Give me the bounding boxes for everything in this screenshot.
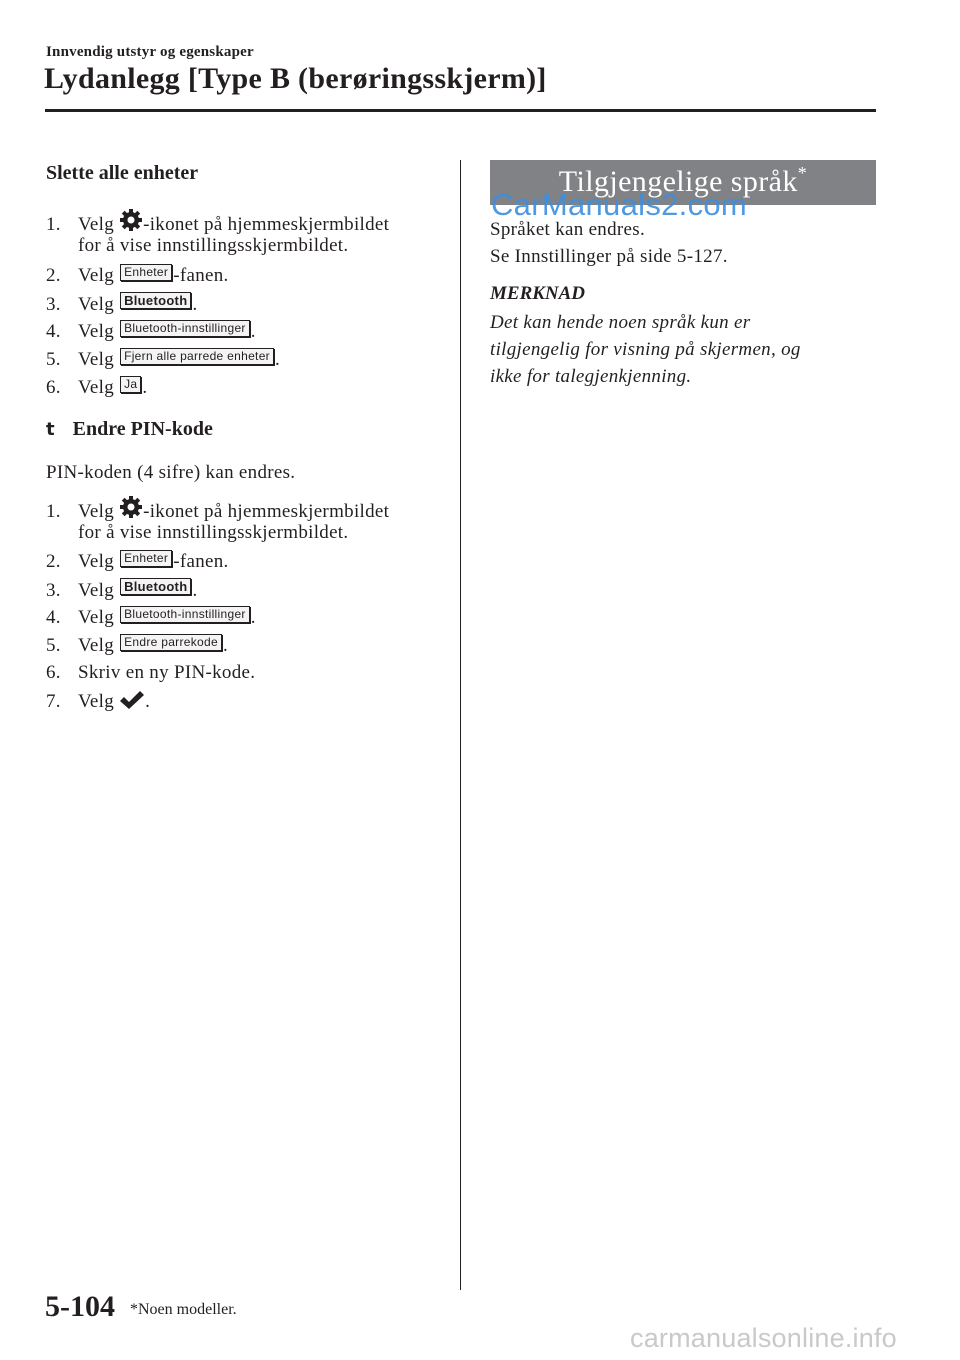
- enheter-tab-button[interactable]: Enheter: [120, 550, 172, 567]
- step-number: 3.: [46, 580, 61, 601]
- watermark: CarManuals2.com: [491, 187, 748, 222]
- step-text-after: .: [192, 294, 198, 315]
- step-number: 2.: [46, 265, 61, 286]
- step-continuation: for å vise innstillingsskjermbildet.: [78, 235, 349, 256]
- step-number: 1.: [46, 501, 61, 522]
- pin-step: [46, 578, 198, 602]
- delete-step: [46, 348, 280, 371]
- note-line: ikke for talegjenkjenning.: [490, 366, 692, 387]
- gear-icon: [119, 208, 143, 232]
- bluetooth-button[interactable]: Bluetooth: [120, 578, 191, 595]
- step-number: 4.: [46, 321, 61, 342]
- step-text-after: -fanen.: [173, 265, 229, 286]
- language-body-line: Språket kan endres.: [490, 219, 646, 240]
- step-text: Velg: [78, 580, 120, 601]
- step-text-after: .: [145, 691, 151, 712]
- banner-title-text: Tilgjengelige språk: [558, 165, 798, 198]
- pin-heading-row: [46, 418, 213, 441]
- step-text: Velg: [78, 321, 120, 342]
- change-pairing-code-button[interactable]: Endre parrekode: [120, 634, 222, 651]
- yes-button[interactable]: Ja: [120, 376, 141, 393]
- step-text-after: -ikonet på hjemmeskjermbildet: [143, 501, 390, 522]
- step-number: 5.: [46, 349, 61, 370]
- step-text: Velg: [78, 377, 120, 398]
- pin-step: [46, 606, 256, 629]
- step-text: Velg: [78, 349, 120, 370]
- step-number: 5.: [46, 635, 61, 656]
- change-pin-heading: Endre PIN-kode: [72, 418, 213, 440]
- checkmark-icon[interactable]: [119, 690, 145, 710]
- step-text-after: .: [274, 349, 281, 370]
- step-text: Velg: [78, 265, 120, 286]
- step-text-after: .: [222, 635, 229, 656]
- step-number: 6.: [46, 662, 61, 683]
- delete-step: [46, 264, 229, 287]
- site-watermark: carmanualsonline.info: [630, 1323, 897, 1353]
- gear-icon: [119, 495, 143, 519]
- pin-step: [46, 495, 390, 543]
- remove-all-paired-button[interactable]: Fjern alle parrede enheter: [120, 348, 274, 365]
- step-text: Velg: [78, 635, 120, 656]
- note-label: MERKNAD: [490, 283, 586, 304]
- step-text-after: -fanen.: [173, 551, 229, 572]
- bluetooth-settings-button[interactable]: Bluetooth-innstillinger: [120, 320, 250, 337]
- column-divider: [460, 160, 461, 1290]
- step-number: 6.: [46, 377, 61, 398]
- pin-step: [46, 550, 229, 573]
- step-number: 7.: [46, 691, 61, 712]
- pin-step: [46, 634, 228, 657]
- delete-step: [46, 320, 256, 343]
- step-text-after: .: [250, 607, 256, 628]
- banner-asterisk: *: [797, 163, 808, 183]
- step-text: Velg: [78, 607, 120, 628]
- pin-step: [46, 690, 150, 713]
- pin-intro: PIN-koden (4 sifre) kan endres.: [46, 462, 296, 483]
- step-text: Velg: [78, 501, 120, 522]
- section-label: Innvendig utstyr og egenskaper: [46, 44, 254, 60]
- step-number: 2.: [46, 551, 61, 572]
- step-continuation: for å vise innstillingsskjermbildet.: [78, 522, 349, 543]
- delete-step: [46, 208, 390, 256]
- delete-step: [46, 376, 147, 399]
- step-text: Skriv en ny PIN-kode.: [78, 662, 256, 683]
- step-number: 3.: [46, 294, 61, 315]
- step-text: Velg: [78, 551, 120, 572]
- step-text: Velg: [78, 214, 120, 235]
- enheter-tab-button[interactable]: Enheter: [120, 264, 172, 281]
- step-text-after: .: [250, 321, 256, 342]
- bullet-marker: t: [46, 419, 55, 440]
- page-number: 5-104: [45, 1290, 115, 1323]
- step-text-after: -ikonet på hjemmeskjermbildet: [143, 214, 390, 235]
- language-reference-line: Se Innstillinger på side 5-127.: [490, 246, 728, 267]
- footnote: *Noen modeller.: [130, 1301, 237, 1318]
- step-text: Velg: [78, 294, 120, 315]
- step-number: 1.: [46, 214, 61, 235]
- delete-all-heading: Slette alle enheter: [46, 162, 199, 184]
- title-divider: [45, 109, 876, 112]
- note-line: Det kan hende noen språk kun er: [490, 312, 751, 333]
- step-number: 4.: [46, 607, 61, 628]
- delete-step: [46, 292, 198, 316]
- step-text: Velg: [78, 691, 120, 712]
- step-text-after: .: [192, 580, 198, 601]
- step-text-after: .: [142, 377, 148, 398]
- bluetooth-settings-button[interactable]: Bluetooth-innstillinger: [120, 606, 250, 623]
- page-title: Lydanlegg [Type B (berøringsskjerm)]: [44, 62, 547, 95]
- bluetooth-button[interactable]: Bluetooth: [120, 292, 191, 309]
- note-line: tilgjengelig for visning på skjermen, og: [490, 339, 801, 360]
- pin-step: [46, 662, 255, 684]
